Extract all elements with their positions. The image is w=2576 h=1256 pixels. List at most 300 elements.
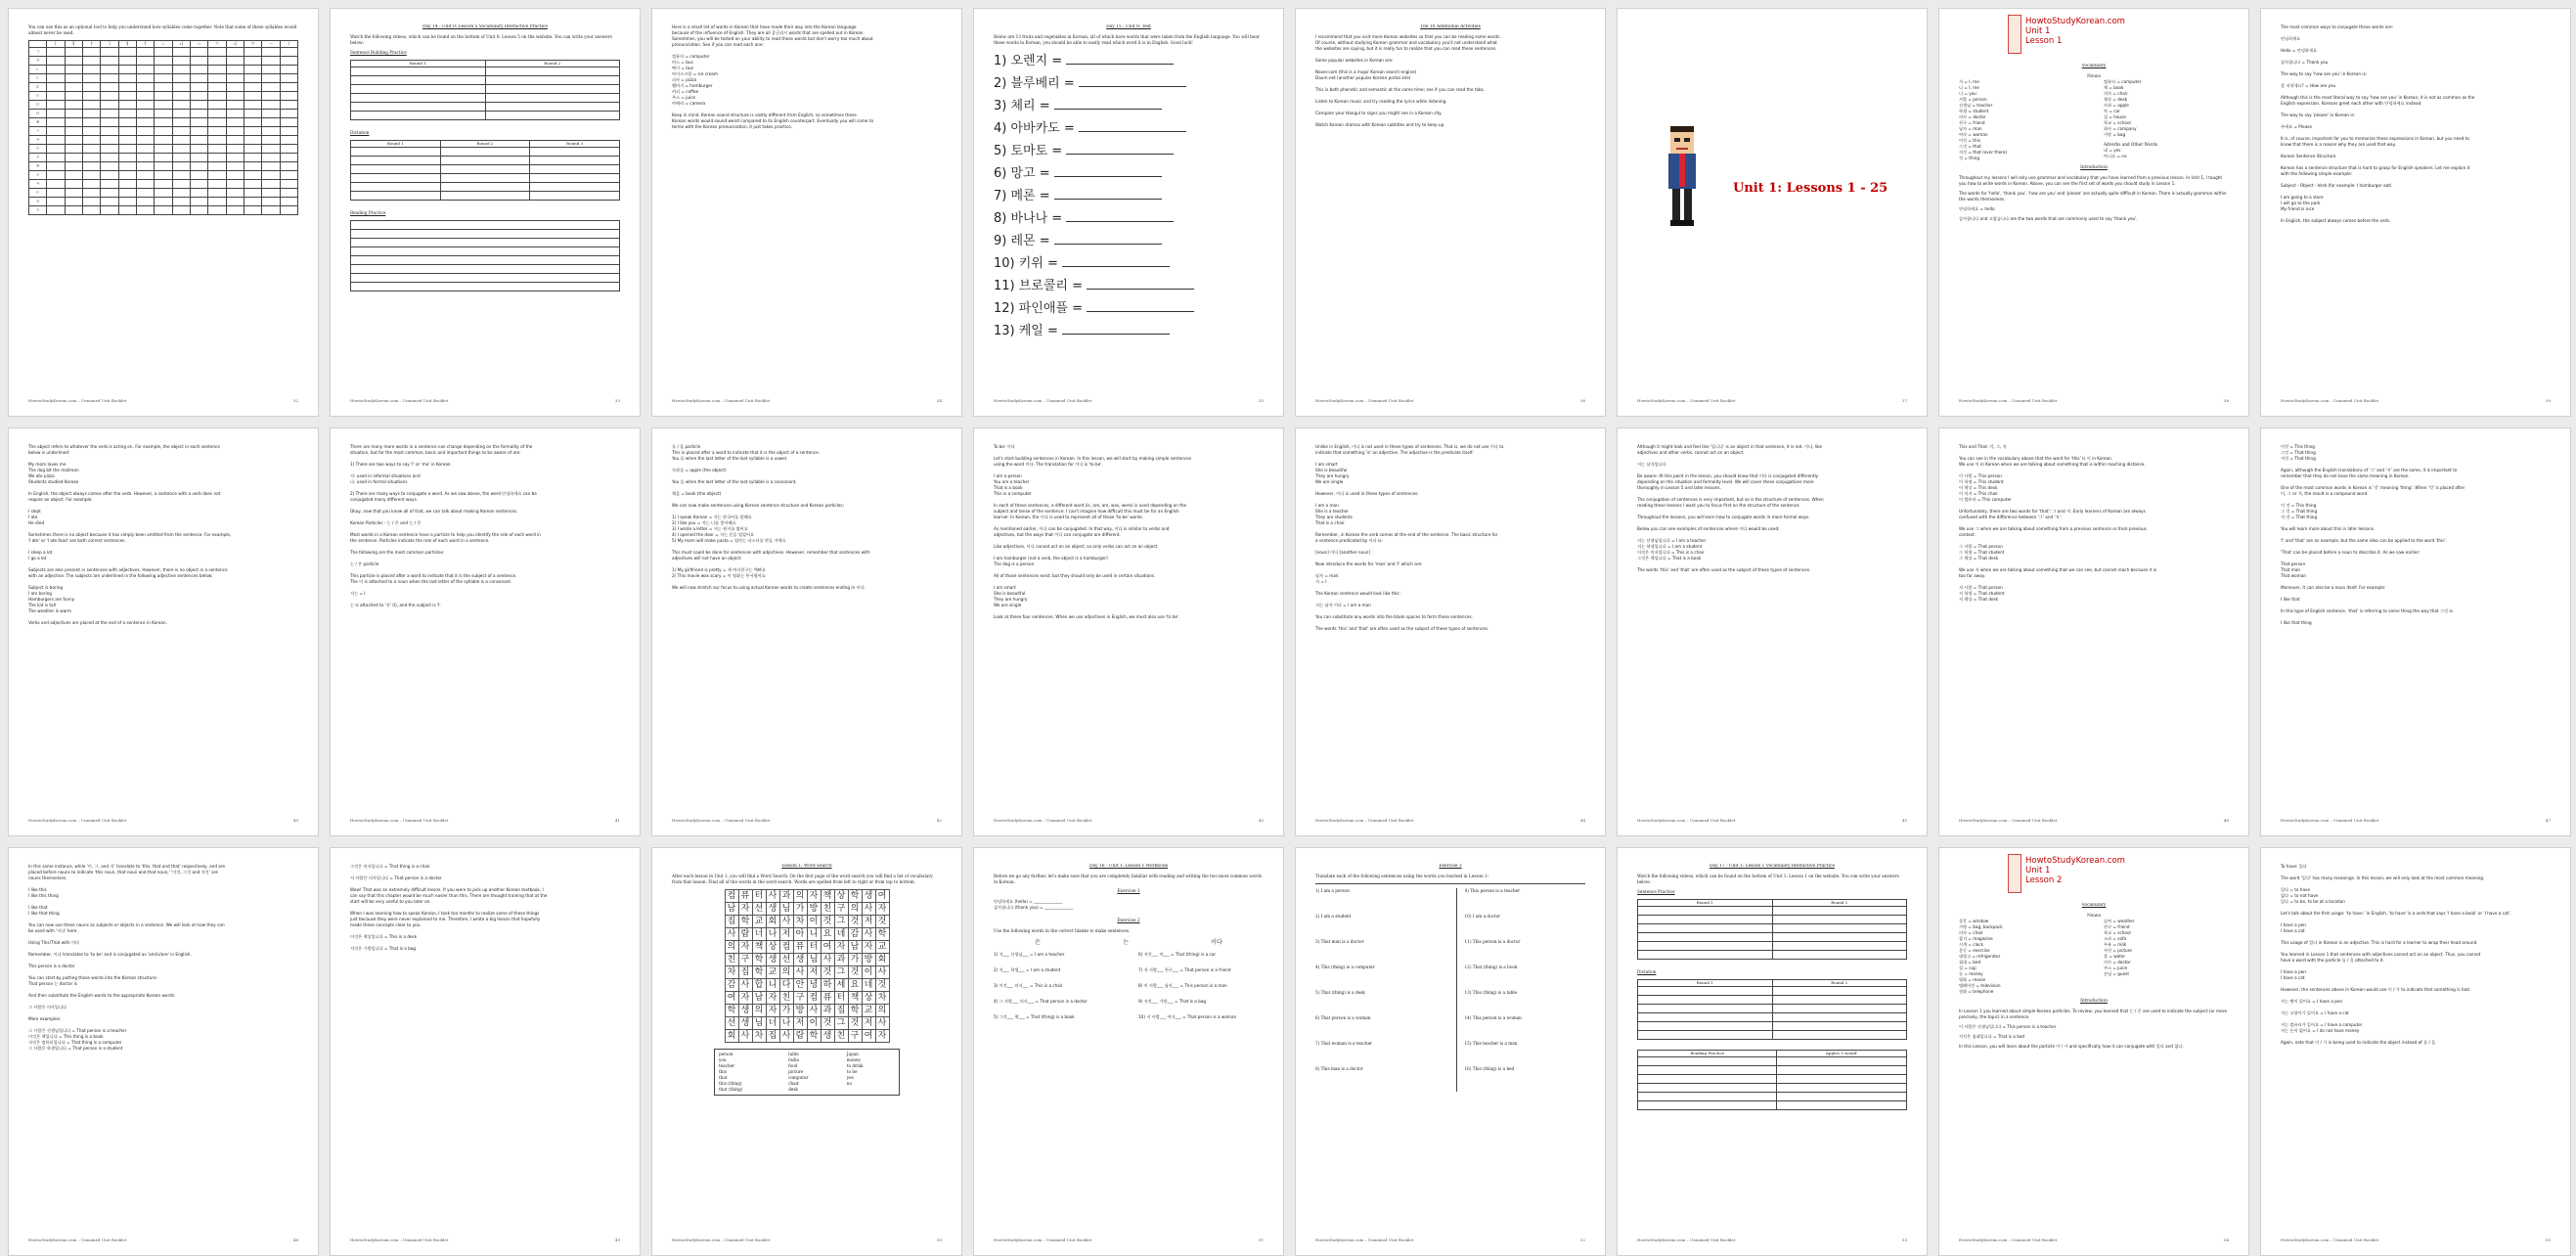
chart-cell[interactable] [244, 101, 261, 110]
chart-cell[interactable] [155, 189, 172, 198]
chart-cell[interactable] [136, 171, 154, 180]
quiz-item[interactable] [994, 207, 1264, 230]
word-search-cell[interactable]: 사 [862, 928, 875, 941]
word-search-cell[interactable]: 상 [862, 992, 875, 1005]
chart-cell[interactable] [118, 101, 136, 110]
chart-cell[interactable] [47, 180, 65, 189]
chart-cell[interactable] [172, 83, 190, 92]
answer-cell[interactable] [351, 274, 620, 283]
translation-item[interactable]: 2) I am a student [1315, 914, 1352, 919]
word-search-cell[interactable]: 나 [766, 928, 779, 941]
chart-cell[interactable] [190, 189, 207, 198]
chart-cell[interactable] [172, 154, 190, 162]
answer-cell[interactable] [1777, 1075, 1907, 1084]
word-search-cell[interactable]: 사 [779, 1030, 793, 1043]
chart-cell[interactable] [47, 136, 65, 145]
answer-cell[interactable] [1638, 916, 1773, 924]
answer-cell[interactable] [351, 103, 486, 112]
chart-cell[interactable] [101, 154, 118, 162]
chart-cell[interactable] [47, 57, 65, 66]
chart-cell[interactable] [172, 171, 190, 180]
chart-cell[interactable] [262, 145, 280, 154]
chart-cell[interactable] [82, 198, 100, 206]
chart-cell[interactable] [155, 92, 172, 101]
chart-cell[interactable] [190, 162, 207, 171]
word-search-cell[interactable]: 의 [793, 890, 807, 903]
word-search-cell[interactable]: 감 [725, 979, 738, 992]
chart-cell[interactable] [155, 74, 172, 83]
document-page[interactable] [8, 847, 319, 1256]
chart-cell[interactable] [101, 171, 118, 180]
chart-cell[interactable] [226, 92, 244, 101]
chart-cell[interactable] [155, 110, 172, 118]
chart-cell[interactable] [244, 206, 261, 215]
chart-cell[interactable] [208, 171, 226, 180]
chart-cell[interactable] [155, 162, 172, 171]
answer-cell[interactable] [530, 148, 620, 157]
chart-cell[interactable] [65, 48, 82, 57]
word-search-cell[interactable]: 과 [821, 1005, 834, 1017]
word-search-cell[interactable]: 터 [834, 992, 848, 1005]
word-search-cell[interactable]: 사 [738, 1030, 752, 1043]
chart-cell[interactable] [155, 136, 172, 145]
chart-cell[interactable] [82, 48, 100, 57]
chart-cell[interactable] [190, 198, 207, 206]
chart-cell[interactable] [226, 198, 244, 206]
word-search-cell[interactable]: 터 [752, 890, 766, 903]
chart-cell[interactable] [118, 171, 136, 180]
document-page[interactable] [8, 427, 319, 836]
chart-cell[interactable] [82, 57, 100, 66]
word-search-cell[interactable]: 친 [725, 954, 738, 966]
chart-cell[interactable] [190, 171, 207, 180]
chart-cell[interactable] [190, 74, 207, 83]
chart-cell[interactable] [190, 110, 207, 118]
word-search-cell[interactable]: 학 [848, 890, 862, 903]
word-search-cell[interactable]: 선 [779, 954, 793, 966]
answer-cell[interactable] [351, 221, 620, 230]
chart-cell[interactable] [244, 171, 261, 180]
word-search-cell[interactable]: 여 [875, 890, 889, 903]
exercise-item[interactable]: 안녕하세요 (hello) = ______________ [994, 899, 1063, 904]
translation-item[interactable]: 4) This (thing) is a computer [1315, 964, 1375, 969]
word-search-cell[interactable]: 퓨 [821, 992, 834, 1005]
chart-cell[interactable] [118, 118, 136, 127]
chart-cell[interactable] [101, 57, 118, 66]
word-search-cell[interactable]: 사 [807, 1005, 821, 1017]
chart-cell[interactable] [190, 206, 207, 215]
document-page[interactable] [651, 8, 962, 417]
chart-cell[interactable] [262, 101, 280, 110]
chart-cell[interactable] [47, 66, 65, 74]
word-search-cell[interactable]: 구 [738, 954, 752, 966]
chart-cell[interactable] [208, 145, 226, 154]
chart-cell[interactable] [280, 74, 297, 83]
chart-cell[interactable] [280, 180, 297, 189]
quiz-item[interactable] [994, 320, 1264, 342]
chart-cell[interactable] [136, 162, 154, 171]
word-search-cell[interactable]: 사 [766, 890, 779, 903]
document-page[interactable] [2260, 8, 2571, 417]
chart-cell[interactable] [226, 136, 244, 145]
word-search-cell[interactable]: 퓨 [738, 890, 752, 903]
word-search-cell[interactable]: 그 [834, 966, 848, 979]
chart-cell[interactable] [280, 66, 297, 74]
chart-cell[interactable] [65, 101, 82, 110]
chart-cell[interactable] [47, 162, 65, 171]
exercise-item[interactable]: 1) 저___ 선생님___ = I am a teacher [994, 952, 1065, 957]
answer-blank[interactable] [1087, 276, 1194, 290]
chart-cell[interactable] [82, 127, 100, 136]
chart-cell[interactable] [280, 110, 297, 118]
chart-cell[interactable] [262, 57, 280, 66]
answer-cell[interactable] [351, 157, 441, 165]
answer-cell[interactable] [530, 165, 620, 174]
answer-cell[interactable] [440, 157, 530, 165]
chart-cell[interactable] [172, 118, 190, 127]
chart-cell[interactable] [82, 66, 100, 74]
chart-cell[interactable] [280, 171, 297, 180]
answer-cell[interactable] [351, 174, 441, 183]
chart-cell[interactable] [244, 154, 261, 162]
word-search-cell[interactable]: 저 [862, 1017, 875, 1030]
word-search-cell[interactable]: 이 [807, 1017, 821, 1030]
chart-cell[interactable] [262, 74, 280, 83]
chart-cell[interactable] [244, 83, 261, 92]
answer-cell[interactable] [351, 256, 620, 265]
chart-cell[interactable] [208, 110, 226, 118]
chart-cell[interactable] [65, 206, 82, 215]
chart-cell[interactable] [262, 198, 280, 206]
translation-item[interactable]: 1) I am a person [1315, 888, 1350, 893]
answer-cell[interactable] [1772, 1031, 1907, 1040]
chart-cell[interactable] [190, 127, 207, 136]
chart-cell[interactable] [47, 198, 65, 206]
answer-cell[interactable] [351, 192, 441, 201]
word-search-cell[interactable]: 방 [793, 1005, 807, 1017]
document-page[interactable] [1617, 427, 1928, 836]
word-search-cell[interactable]: 의 [725, 941, 738, 954]
chart-cell[interactable] [65, 83, 82, 92]
chart-cell[interactable] [82, 206, 100, 215]
chart-cell[interactable] [172, 110, 190, 118]
answer-cell[interactable] [1777, 1093, 1907, 1101]
translation-item[interactable]: 10) I am a doctor [1464, 914, 1501, 919]
answer-cell[interactable] [1772, 1005, 1907, 1013]
chart-cell[interactable] [65, 118, 82, 127]
chart-cell[interactable] [118, 110, 136, 118]
answer-cell[interactable] [1638, 1022, 1773, 1031]
answer-cell[interactable] [530, 183, 620, 192]
word-search-cell[interactable]: 이 [862, 966, 875, 979]
chart-cell[interactable] [136, 57, 154, 66]
word-search-cell[interactable]: 안 [793, 979, 807, 992]
word-search-cell[interactable]: 학 [752, 966, 766, 979]
chart-cell[interactable] [280, 57, 297, 66]
document-page[interactable] [973, 427, 1284, 836]
answer-cell[interactable] [1638, 951, 1773, 960]
document-page[interactable] [330, 847, 641, 1256]
answer-cell[interactable] [1772, 951, 1907, 960]
chart-cell[interactable] [172, 180, 190, 189]
word-search-cell[interactable]: 다 [779, 979, 793, 992]
exercise-item[interactable]: 5) 그것___ 책___ = That (thing) is a book [994, 1014, 1075, 1019]
word-search-cell[interactable]: 상 [766, 941, 779, 954]
answer-cell[interactable] [440, 165, 530, 174]
chart-cell[interactable] [65, 154, 82, 162]
translation-item[interactable]: 6) That person is a woman [1315, 1015, 1371, 1020]
chart-cell[interactable] [262, 92, 280, 101]
answer-blank[interactable] [1054, 163, 1162, 177]
chart-cell[interactable] [244, 57, 261, 66]
word-search-cell[interactable]: 요 [821, 928, 834, 941]
chart-cell[interactable] [82, 162, 100, 171]
word-search-cell[interactable]: 생 [766, 903, 779, 916]
answer-cell[interactable] [1638, 1005, 1773, 1013]
chart-cell[interactable] [136, 127, 154, 136]
chart-cell[interactable] [172, 92, 190, 101]
answer-cell[interactable] [1777, 1084, 1907, 1093]
chart-cell[interactable] [262, 189, 280, 198]
translation-item[interactable]: 9) This person is a teacher [1464, 888, 1521, 893]
document-page[interactable] [1617, 8, 1928, 417]
answer-cell[interactable] [351, 239, 620, 247]
answer-cell[interactable] [440, 183, 530, 192]
word-search-cell[interactable]: 람 [793, 1030, 807, 1043]
word-search-cell[interactable]: 것 [821, 916, 834, 928]
word-search-cell[interactable]: 친 [779, 992, 793, 1005]
chart-cell[interactable] [136, 198, 154, 206]
chart-cell[interactable] [190, 101, 207, 110]
chart-cell[interactable] [190, 118, 207, 127]
chart-cell[interactable] [208, 198, 226, 206]
document-page[interactable] [651, 847, 962, 1256]
answer-cell[interactable] [1772, 907, 1907, 916]
word-search-cell[interactable]: 여 [862, 1030, 875, 1043]
word-search-cell[interactable]: 생 [793, 954, 807, 966]
word-search-cell[interactable]: 생 [862, 890, 875, 903]
chart-cell[interactable] [226, 206, 244, 215]
chart-cell[interactable] [172, 189, 190, 198]
chart-cell[interactable] [172, 66, 190, 74]
word-search-cell[interactable]: 학 [752, 954, 766, 966]
word-search-cell[interactable]: 의 [848, 903, 862, 916]
chart-cell[interactable] [155, 171, 172, 180]
word-search-cell[interactable]: 차 [793, 916, 807, 928]
answer-cell[interactable] [1638, 1075, 1777, 1084]
chart-cell[interactable] [65, 198, 82, 206]
chart-cell[interactable] [226, 48, 244, 57]
answer-cell[interactable] [1638, 924, 1773, 933]
chart-cell[interactable] [226, 171, 244, 180]
answer-cell[interactable] [351, 247, 620, 256]
translation-item[interactable]: 8) This man is a doctor [1315, 1066, 1363, 1071]
chart-cell[interactable] [136, 48, 154, 57]
word-search-cell[interactable]: 저 [807, 966, 821, 979]
word-search-cell[interactable]: 그 [834, 916, 848, 928]
answer-blank[interactable] [1062, 253, 1170, 267]
chart-cell[interactable] [155, 127, 172, 136]
answer-blank[interactable] [1054, 231, 1162, 245]
exercise-item[interactable]: 4) 그 사람___ 의사___ = That person is a doctor [994, 999, 1088, 1004]
chart-cell[interactable] [172, 74, 190, 83]
chart-cell[interactable] [226, 145, 244, 154]
answer-cell[interactable] [351, 265, 620, 274]
chart-cell[interactable] [280, 162, 297, 171]
chart-cell[interactable] [65, 145, 82, 154]
chart-cell[interactable] [226, 154, 244, 162]
chart-cell[interactable] [101, 83, 118, 92]
chart-cell[interactable] [82, 189, 100, 198]
word-search-cell[interactable]: 너 [766, 1017, 779, 1030]
word-search-cell[interactable]: 님 [752, 1017, 766, 1030]
word-search-cell[interactable]: 집 [738, 966, 752, 979]
chart-cell[interactable] [190, 154, 207, 162]
answer-blank[interactable] [1062, 321, 1170, 335]
chart-cell[interactable] [101, 74, 118, 83]
chart-cell[interactable] [208, 66, 226, 74]
chart-cell[interactable] [82, 136, 100, 145]
answer-cell[interactable] [440, 174, 530, 183]
chart-cell[interactable] [118, 162, 136, 171]
chart-cell[interactable] [65, 74, 82, 83]
answer-cell[interactable] [351, 230, 620, 239]
chart-cell[interactable] [136, 136, 154, 145]
translation-item[interactable]: 5) That (thing) is a desk [1315, 990, 1365, 995]
word-search-cell[interactable]: 친 [821, 903, 834, 916]
chart-cell[interactable] [101, 127, 118, 136]
word-search-cell[interactable]: 자 [766, 1005, 779, 1017]
exercise-item[interactable]: 6) 저것___ 차___ = That (thing) is a car [1138, 952, 1217, 957]
answer-cell[interactable] [485, 85, 620, 94]
chart-cell[interactable] [101, 136, 118, 145]
chart-cell[interactable] [101, 162, 118, 171]
chart-cell[interactable] [226, 189, 244, 198]
answer-cell[interactable] [440, 192, 530, 201]
word-search-cell[interactable]: 자 [875, 903, 889, 916]
chart-cell[interactable] [262, 162, 280, 171]
word-search-cell[interactable]: 그 [834, 1017, 848, 1030]
chart-cell[interactable] [65, 110, 82, 118]
word-search-cell[interactable]: 것 [875, 916, 889, 928]
answer-cell[interactable] [351, 85, 486, 94]
word-search-cell[interactable]: 책 [821, 890, 834, 903]
answer-cell[interactable] [1638, 1031, 1773, 1040]
word-search-cell[interactable]: 자 [738, 941, 752, 954]
word-search-cell[interactable]: 의 [875, 1005, 889, 1017]
word-search-cell[interactable]: 퓨 [793, 941, 807, 954]
chart-cell[interactable] [190, 136, 207, 145]
word-search-cell[interactable]: 님 [807, 954, 821, 966]
chart-cell[interactable] [280, 92, 297, 101]
word-search-cell[interactable]: 상 [834, 890, 848, 903]
chart-cell[interactable] [136, 101, 154, 110]
exercise-item[interactable]: 8) 이 사람___ 남자___ = This person is a man [1138, 983, 1227, 988]
chart-cell[interactable] [280, 118, 297, 127]
word-search-cell[interactable]: 것 [848, 966, 862, 979]
chart-cell[interactable] [101, 110, 118, 118]
word-search-cell[interactable]: 이 [807, 916, 821, 928]
word-search-cell[interactable]: 자 [862, 941, 875, 954]
answer-blank[interactable] [1066, 141, 1174, 155]
word-search-cell[interactable]: 의 [779, 966, 793, 979]
chart-cell[interactable] [172, 206, 190, 215]
chart-cell[interactable] [172, 127, 190, 136]
quiz-item[interactable] [994, 230, 1264, 252]
chart-cell[interactable] [280, 145, 297, 154]
chart-cell[interactable] [208, 136, 226, 145]
answer-blank[interactable] [1087, 298, 1194, 312]
word-search-cell[interactable]: 책 [848, 992, 862, 1005]
chart-cell[interactable] [262, 83, 280, 92]
word-search-cell[interactable]: 선 [752, 903, 766, 916]
word-search-cell[interactable]: 학 [738, 916, 752, 928]
answer-cell[interactable] [351, 94, 486, 103]
answer-cell[interactable] [1777, 1057, 1907, 1066]
answer-cell[interactable] [485, 94, 620, 103]
chart-cell[interactable] [244, 145, 261, 154]
answer-cell[interactable] [1777, 1101, 1907, 1110]
word-search-cell[interactable]: 나 [779, 1017, 793, 1030]
chart-cell[interactable] [280, 48, 297, 57]
chart-cell[interactable] [244, 92, 261, 101]
word-search-cell[interactable]: 교 [875, 941, 889, 954]
document-page[interactable] [330, 8, 641, 417]
translation-item[interactable]: 3) That man is a doctor [1315, 939, 1364, 944]
chart-cell[interactable] [136, 74, 154, 83]
chart-cell[interactable] [47, 92, 65, 101]
document-page[interactable] [8, 8, 319, 417]
chart-cell[interactable] [262, 118, 280, 127]
word-search-cell[interactable]: 컴 [807, 992, 821, 1005]
word-search-cell[interactable]: 선 [725, 1017, 738, 1030]
answer-cell[interactable] [351, 183, 441, 192]
chart-cell[interactable] [65, 127, 82, 136]
quiz-item[interactable] [994, 50, 1264, 72]
answer-cell[interactable] [1772, 942, 1907, 951]
chart-cell[interactable] [118, 189, 136, 198]
word-search-cell[interactable]: 구 [793, 992, 807, 1005]
word-search-cell[interactable]: 책 [752, 941, 766, 954]
chart-cell[interactable] [155, 198, 172, 206]
document-page[interactable] [1617, 847, 1928, 1256]
chart-cell[interactable] [208, 189, 226, 198]
answer-cell[interactable] [1777, 1066, 1907, 1075]
chart-cell[interactable] [208, 74, 226, 83]
chart-cell[interactable] [244, 136, 261, 145]
chart-cell[interactable] [101, 92, 118, 101]
chart-cell[interactable] [208, 127, 226, 136]
exercise-item[interactable]: 2) 저___ 학생___ = I am a student [994, 967, 1061, 972]
quiz-item[interactable] [994, 162, 1264, 185]
chart-cell[interactable] [65, 92, 82, 101]
word-search-cell[interactable]: 교 [766, 966, 779, 979]
chart-cell[interactable] [101, 118, 118, 127]
chart-cell[interactable] [280, 206, 297, 215]
chart-cell[interactable] [244, 189, 261, 198]
word-search-cell[interactable]: 구 [834, 903, 848, 916]
chart-cell[interactable] [244, 66, 261, 74]
word-search-cell[interactable]: 요 [848, 979, 862, 992]
word-search-cell[interactable]: 과 [779, 890, 793, 903]
chart-cell[interactable] [101, 189, 118, 198]
word-search-cell[interactable]: 네 [862, 979, 875, 992]
chart-cell[interactable] [208, 180, 226, 189]
chart-cell[interactable] [244, 74, 261, 83]
translation-item[interactable]: 11) This person is a doctor [1464, 939, 1521, 944]
chart-cell[interactable] [155, 101, 172, 110]
word-search-cell[interactable]: 자 [834, 941, 848, 954]
